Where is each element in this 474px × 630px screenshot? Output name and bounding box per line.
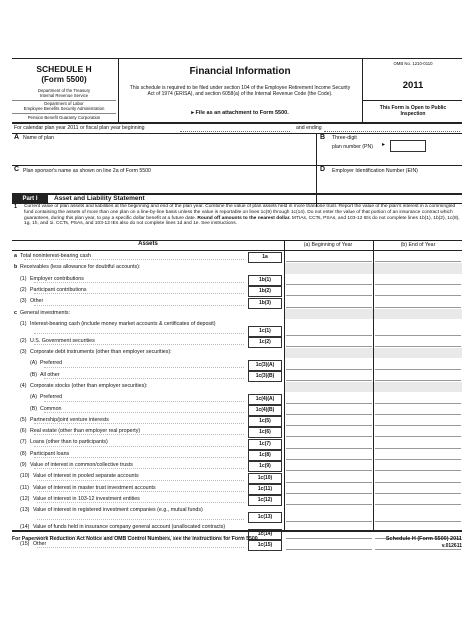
leader-dots (37, 547, 244, 548)
row-label: All other (40, 371, 60, 378)
field-b-label-2: plan number (PN) (332, 144, 373, 150)
header-bottom-rule (12, 122, 462, 124)
row-prefix: (4) (20, 382, 27, 389)
beginning-year-input[interactable] (286, 286, 372, 296)
shaded-cell (374, 263, 462, 273)
leader-dots (44, 401, 244, 402)
end-year-input[interactable] (375, 439, 461, 449)
line-code: 1c(1) (248, 326, 282, 337)
col-beginning: (a) Beginning of Year (303, 242, 353, 248)
beginning-year-input[interactable] (286, 439, 372, 449)
leader-dots (44, 367, 244, 368)
leader-dots (34, 344, 244, 345)
field-ab-rule (12, 165, 462, 166)
row-label: Preferred (40, 360, 63, 367)
line-code: 1c(14) (248, 529, 282, 540)
table-row (12, 263, 462, 273)
table-row (12, 461, 462, 471)
ebsa: Employee Benefits Security Administration (23, 106, 105, 111)
plan-year-ending-label: and ending (296, 125, 322, 131)
end-year-input[interactable] (375, 495, 461, 505)
row-prefix: (2) (20, 337, 27, 344)
row-label: Common (40, 405, 62, 412)
table-row (12, 252, 462, 262)
shaded-cell (285, 348, 373, 358)
beginning-year-input[interactable] (286, 416, 372, 426)
table-row (12, 416, 462, 426)
beginning-year-input[interactable] (286, 337, 372, 347)
end-year-input[interactable] (375, 484, 461, 494)
line-code: 1c(13) (248, 512, 282, 523)
row-prefix: (10) (20, 473, 30, 480)
shaded-cell (374, 382, 462, 392)
end-year-input[interactable] (375, 286, 461, 296)
row-label: Other (30, 298, 44, 305)
dept-labor: Department of Labor (44, 101, 84, 106)
leader-dots (24, 259, 244, 260)
table-row (12, 275, 462, 285)
end-year-input[interactable] (375, 252, 461, 262)
table-row (12, 371, 462, 381)
row-label: Interest-bearing cash (include money market accounts & certificates of deposit) (30, 320, 216, 327)
line-code: 1c(10) (248, 473, 282, 484)
end-year-input[interactable] (375, 461, 461, 471)
table-row (12, 393, 462, 403)
end-year-input[interactable] (375, 394, 461, 404)
line-code: 1c(3)(A) (248, 360, 282, 371)
row-prefix: (11) (20, 484, 30, 491)
part-bar (12, 195, 462, 204)
end-year-input[interactable] (375, 371, 461, 381)
row-prefix: (1) (20, 275, 27, 282)
row-label: Real estate (other than employer real property) (30, 428, 141, 435)
plan-year-label: For calendar plan year 2011 or fiscal plan year beginning (14, 125, 145, 131)
end-year-input[interactable] (375, 405, 461, 415)
end-year-input[interactable] (375, 326, 461, 336)
row-prefix: a (14, 253, 17, 259)
row-label: Employer contributions (30, 275, 84, 282)
row-label: Partnership/joint venture interests (30, 416, 109, 423)
line-code: 1c(4)(A) (248, 394, 282, 405)
row-label: Preferred (40, 394, 63, 401)
row-prefix: (3) (20, 349, 27, 355)
plan-number-input[interactable] (390, 140, 426, 152)
line-code: 1c(3)(B) (248, 371, 282, 382)
leader-dots (34, 282, 244, 283)
leader-dots (37, 502, 244, 503)
table-row (12, 297, 462, 307)
row-prefix: b (14, 264, 18, 271)
row-label: Value of funds held in insurance company general account (unallocated contracts) (33, 524, 226, 531)
line-code: 1c(11) (248, 484, 282, 495)
end-year-input[interactable] (375, 337, 461, 347)
beginning-year-input[interactable] (286, 360, 372, 370)
field-b-letter: B (320, 134, 326, 141)
arrow-right-icon: ▸ (382, 142, 386, 148)
attach-note (120, 110, 360, 117)
table-row (12, 427, 462, 437)
plan-year-rule (12, 133, 462, 134)
line-code: 1b(3) (248, 298, 282, 309)
table-row (12, 405, 462, 415)
row-label: Value of interest in master trust investment accounts (33, 484, 156, 491)
field-d-label: Employer Identification Number (EIN) (332, 168, 418, 174)
dept-treasury: Department of the Treasury (37, 88, 91, 93)
table-row (12, 286, 462, 296)
beginning-year-input[interactable] (286, 484, 372, 494)
row-label: Participant contributions (30, 286, 87, 293)
col-assets: Assets (138, 241, 158, 247)
top-rule (12, 58, 462, 59)
row-label: Loans (other than to participants) (30, 439, 108, 446)
public-inspection-1: This Form is Open to Public (379, 105, 447, 111)
row-label: Receivables (less allowance for doubtful accounts): (20, 264, 141, 271)
line-code: 1b(1) (248, 275, 282, 286)
instructions-text: Current value of plan assets and liabilities at the beginning and end of the plan year. Combine the value of plan assets held in more than one trust. Report the value of the plan's interest in a commingled fund containing the assets of more than one plan on a line-by-line basis unless the value is reportable on lines 1c(9) through 1c(14). Do not enter the value of that portion of an insurance contract which guarantees, during this plan year, to pay a specific dollar benefit at a future date. (24, 204, 456, 221)
header-divider-left (118, 58, 119, 122)
shaded-cell (285, 309, 373, 319)
leader-dots (34, 457, 244, 458)
row-label: Corporate debt instruments (other than employer securities): (30, 349, 172, 355)
leader-dots (44, 412, 244, 413)
row-label: U.S. Government securities (30, 337, 95, 344)
line-code: 1c(5) (248, 416, 282, 427)
beginning-year-input[interactable] (286, 326, 372, 336)
leader-dots (34, 434, 244, 435)
table-row (12, 438, 462, 448)
header-year-sep (362, 100, 462, 101)
row-prefix: (3) (20, 298, 27, 305)
row-prefix: (15) (20, 541, 30, 547)
row-prefix: (A) (30, 394, 38, 401)
leader-dots (34, 446, 244, 447)
instructions-bold: Round off amounts to the nearest dollar. (197, 215, 291, 221)
beginning-year-input[interactable] (286, 450, 372, 460)
row-label: Value of interest in 103-12 investment entities (33, 495, 140, 502)
field-b-label-1: Three-digit (332, 135, 357, 141)
part-title: Asset and Liability Statement (54, 195, 145, 202)
field-a-letter: A (14, 134, 20, 141)
table-row (12, 359, 462, 369)
table-row (12, 337, 462, 347)
row-prefix: (6) (20, 428, 27, 435)
leader-dots (37, 480, 244, 481)
line-code: 1c(12) (248, 495, 282, 506)
beginning-year-input[interactable] (286, 394, 372, 404)
line-1-number: 1 (14, 204, 18, 210)
row-prefix: (14) (20, 524, 30, 531)
row-prefix: (5) (20, 416, 27, 423)
footer-version: v.012611 (441, 543, 462, 549)
beginning-year-input[interactable] (286, 275, 372, 285)
part-instructions (24, 204, 460, 227)
row-label: Other (33, 541, 47, 547)
irs: Internal Revenue Service (39, 93, 89, 98)
row-prefix: c (14, 309, 17, 316)
field-a-label: Name of plan (23, 135, 54, 141)
end-year-input[interactable] (375, 473, 461, 483)
row-prefix: (1) (20, 320, 27, 327)
header-divider-right (362, 58, 363, 122)
beginning-year-input[interactable] (286, 298, 372, 308)
beginning-year-input[interactable] (286, 405, 372, 415)
row-prefix: (7) (20, 439, 27, 446)
schedule-title: SCHEDULE H (36, 64, 92, 74)
row-label: General investments: (20, 309, 71, 316)
table-header-rule (12, 250, 462, 251)
field-d-letter: D (320, 166, 326, 173)
row-label: Corporate stocks (other than employer securities): (30, 382, 148, 389)
row-prefix: (2) (20, 286, 27, 293)
end-year-input[interactable] (375, 512, 461, 522)
row-prefix: (8) (20, 450, 27, 457)
beginning-year-input[interactable] (286, 427, 372, 437)
beginning-year-input[interactable] (286, 495, 372, 505)
leader-dots (34, 468, 244, 469)
omb-number: OMB No. 1210-0110 (393, 61, 433, 66)
shaded-cell (285, 263, 373, 273)
end-year-input[interactable] (375, 360, 461, 370)
leader-dots (37, 519, 244, 520)
row-label: Total noninterest-bearing cash (20, 253, 91, 259)
beginning-year-input[interactable] (286, 461, 372, 471)
row-prefix: (12) (20, 495, 30, 502)
field-c-label: Plan sponsor's name as shown on line 2a of Form 5500 (23, 168, 151, 174)
table-row (12, 450, 462, 460)
row-label: Value of interest in common/collective trusts (30, 462, 133, 468)
leader-dots (44, 378, 244, 379)
table-row (12, 309, 462, 319)
table-row (12, 382, 462, 392)
line-code: 1c(2) (248, 337, 282, 348)
beginning-year-input[interactable] (286, 512, 372, 522)
col-end: (b) End of Year (400, 242, 436, 248)
form-description: This schedule is required to be filed under section 104 of the Employee Retirement Income Security Act of 1974 (ERISA), and section 6058(a) of the Internal Revenue Code (the Code). (129, 85, 351, 97)
line-code: 1b(2) (248, 286, 282, 297)
footer-rule (12, 530, 462, 532)
table-row (12, 348, 462, 358)
arrow-right-icon: ▸ (191, 110, 194, 116)
plan-year-begin-field[interactable] (180, 131, 290, 132)
row-prefix: (B) (30, 371, 38, 378)
leader-dots (34, 293, 244, 294)
shaded-cell (374, 348, 462, 358)
line-code: 1c(4)(B) (248, 405, 282, 416)
line-code: 1c(8) (248, 450, 282, 461)
end-year-input[interactable] (375, 450, 461, 460)
beginning-year-input[interactable] (286, 252, 372, 262)
footer-form-id: Schedule H (Form 5500) 2011 (385, 536, 462, 542)
row-prefix: (B) (30, 405, 38, 412)
leader-dots (34, 423, 244, 424)
line-code: 1c(15) (248, 540, 282, 551)
row-label: Value of interest in pooled separate accounts (33, 473, 139, 480)
table-row (12, 506, 462, 522)
plan-name-input[interactable] (14, 142, 314, 162)
table-row (12, 495, 462, 505)
leader-dots (34, 305, 244, 306)
shaded-cell (285, 382, 373, 392)
row-prefix: (9) (20, 462, 27, 468)
table-row (12, 484, 462, 494)
line-code: 1a (248, 252, 282, 263)
shaded-cell (374, 309, 462, 319)
form-title: Financial Information (189, 66, 291, 77)
field-c-letter: C (14, 166, 20, 173)
part-label: Part I (12, 195, 48, 203)
row-label: Participant loans (30, 450, 70, 457)
table-row (12, 320, 462, 336)
beginning-year-input[interactable] (286, 473, 372, 483)
end-year-input[interactable] (375, 416, 461, 426)
end-year-input[interactable] (375, 427, 461, 437)
leader-dots (37, 491, 244, 492)
tax-year: 2011 (402, 80, 424, 91)
line-code: 1c(7) (248, 439, 282, 450)
row-prefix: (13) (20, 507, 30, 514)
beginning-year-input[interactable] (286, 371, 372, 381)
attach-text: File as an attachment to Form 5500. (195, 110, 289, 116)
form-number: (Form 5500) (41, 75, 87, 84)
header-sep-2 (12, 113, 116, 114)
public-inspection-2: Inspection (400, 111, 426, 117)
leader-dots (34, 333, 244, 334)
footer-notice: For Paperwork Reduction Act Notice and OMB Control Numbers, see the instructions for Form 5500 (12, 536, 258, 542)
end-year-input[interactable] (375, 275, 461, 285)
table-row (12, 472, 462, 482)
row-label: Value of interest in registered investment companies (e.g., mutual funds) (33, 507, 203, 514)
instructions-end: MTIAs, CCTs, PSAs, and 103-12 IEs do not complete lines 1b(1), 1b(2), 1c(8), 1g, 1h, and 1i. CCTs, PSAs, and 103-12 IEs also do not complete lines 1d and 1e. See instructions. (24, 215, 460, 227)
end-year-input[interactable] (375, 298, 461, 308)
plan-year-end-field[interactable] (324, 131, 460, 132)
line-code: 1c(6) (248, 427, 282, 438)
line-code: 1c(9) (248, 461, 282, 472)
pbgc: Pension Benefit Guaranty Corporation (27, 115, 101, 120)
row-prefix: (A) (30, 360, 38, 367)
